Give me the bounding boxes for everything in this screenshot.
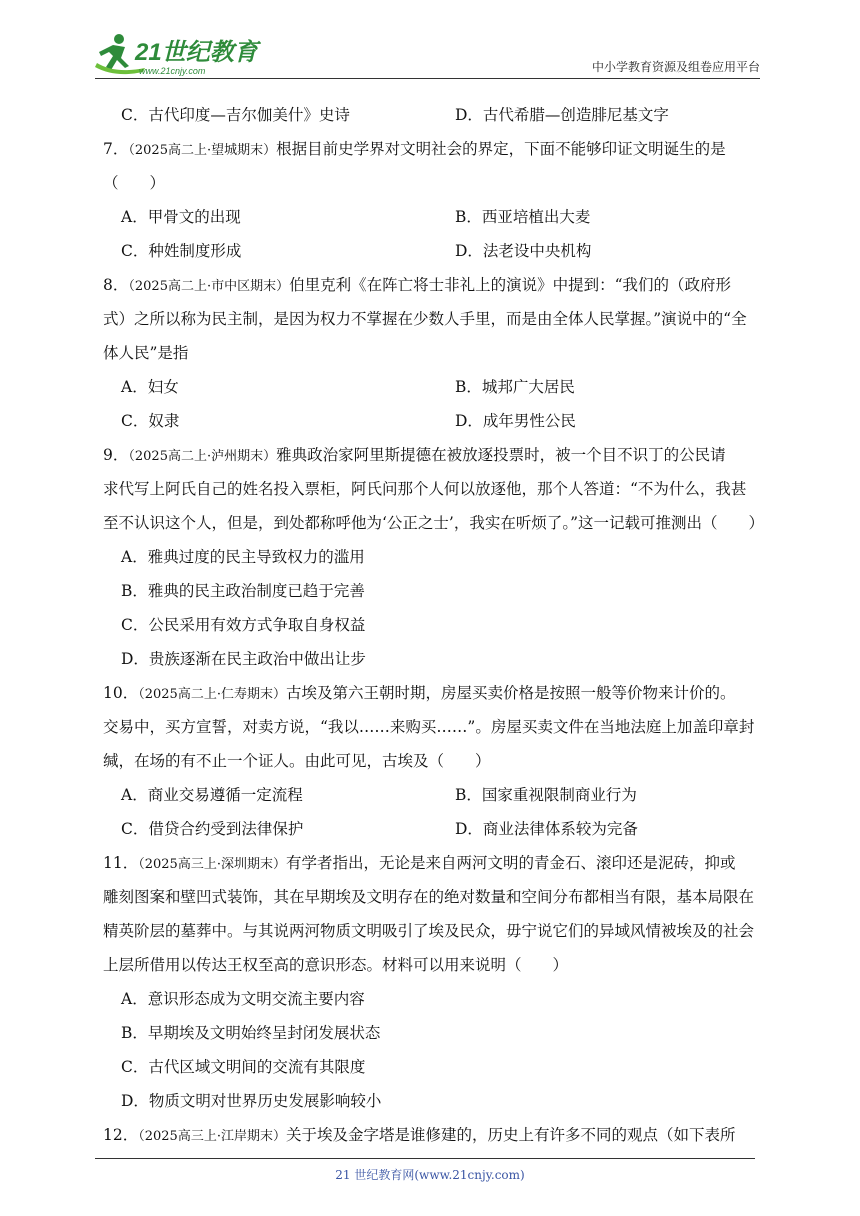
q11-stem-line-3: 精英阶层的墓葬中。与其说两河物质文明吸引了埃及民众，毋宁说它们的异域风情被埃及的社会 — [103, 922, 755, 940]
q8-option-b: B．城邦广大居民 — [455, 378, 575, 396]
q9-option-c: C．公民采用有效方式争取自身权益 — [121, 616, 366, 634]
q9-option-c-row — [103, 608, 763, 642]
q11-option-d: D．物质文明对世界历史发展影响较小 — [121, 1092, 382, 1110]
q9-option-b: B．雅典的民主政治制度已趋于完善 — [121, 582, 365, 600]
question-content — [103, 98, 763, 1152]
q7-options-row-1 — [103, 200, 763, 234]
q9-stem-line-3: 至不认识这个人，但是，到处都称呼他为‘公正之士’，我实在听烦了。”这一记载可推测出（ ） — [103, 514, 765, 532]
q10-option-c: C．借贷合约受到法律保护 — [121, 820, 304, 838]
q11-option-d-row — [103, 1084, 763, 1118]
q11-option-c: C．古代区域文明间的交流有其限度 — [121, 1058, 366, 1076]
q6-option-d: D．古代希腊—创造腓尼基文字 — [455, 106, 669, 124]
q7-option-b: B．西亚培植出大麦 — [455, 208, 591, 226]
q8-number: 8． — [103, 276, 129, 294]
q10-options-row-2 — [103, 812, 763, 846]
q10-source: （2025高二上·仁寿期末） — [138, 687, 286, 702]
q10-number: 10． — [103, 684, 139, 702]
q10-stem-line-1 — [103, 676, 763, 710]
q9-source: （2025高二上·泸州期末） — [128, 449, 277, 464]
q8-stem-line-3: 体人民”是指 — [103, 344, 189, 362]
q12-source: （2025高三上·江岸期末） — [138, 1129, 286, 1144]
q7-stem-line-1 — [103, 132, 763, 166]
q11-option-b: B．早期埃及文明始终呈封闭发展状态 — [121, 1024, 381, 1042]
q8-options-row-2 — [103, 404, 763, 438]
q11-option-c-row — [103, 1050, 763, 1084]
q9-text-1: 雅典政治家阿里斯提德在被放逐投票时，被一个目不识丁的公民请 — [276, 446, 726, 464]
q10-text-1: 古埃及第六王朝时期，房屋买卖价格是按照一般等价物来计价的。 — [285, 684, 736, 702]
q8-option-d: D．成年男性公民 — [455, 412, 576, 430]
platform-label: 中小学教育资源及组卷应用平台 — [591, 60, 760, 74]
q9-option-a: A．雅典过度的民主导致权力的滥用 — [121, 548, 365, 566]
q7-source: （2025高二上·望城期末） — [128, 143, 277, 158]
q12-text-1: 关于埃及金字塔是谁修建的，历史上有许多不同的观点（如下表所 — [285, 1126, 736, 1144]
q9-stem-line-1 — [103, 438, 763, 472]
q7-text-1: 根据目前史学界对文明社会的界定，下面不能够印证文明诞生的是 — [276, 140, 726, 158]
q11-number: 11． — [103, 854, 139, 872]
q7-option-a: A．甲骨文的出现 — [121, 208, 241, 226]
page-header — [95, 30, 760, 80]
q7-stem-line-2: （ ） — [103, 174, 166, 192]
q7-option-d: D．法老设中央机构 — [455, 242, 592, 260]
q9-option-a-row — [103, 540, 763, 574]
q11-text-1: 有学者指出，无论是来自两河文明的青金石、滚印还是泥砖，抑或 — [285, 854, 736, 872]
q9-option-b-row — [103, 574, 763, 608]
q9-number: 9． — [103, 446, 129, 464]
logo-21cnjy — [95, 30, 265, 80]
q12-number: 12． — [103, 1126, 139, 1144]
q8-option-a: A．妇女 — [121, 378, 179, 396]
q8-option-c: C．奴隶 — [121, 412, 180, 430]
q10-option-d: D．商业法律体系较为完备 — [455, 820, 638, 838]
logo-url: www.21cnjy.com — [139, 66, 206, 76]
footer-divider — [95, 1158, 755, 1159]
q8-stem-line-2: 式）之所以称为民主制，是因为权力不掌握在少数人手里，而是由全体人民掌握。”演说中的“全 — [103, 310, 747, 328]
q6-options-row — [103, 98, 763, 132]
q11-stem-line-4: 上层所借用以传达王权至高的意识形态。材料可以用来说明（ ） — [103, 956, 569, 974]
q8-options-row-1 — [103, 370, 763, 404]
header-divider — [95, 78, 760, 79]
q10-options-row-1 — [103, 778, 763, 812]
q8-stem-line-1 — [103, 268, 763, 302]
q10-stem-line-2: 交易中，买方宣誓，对卖方说，“我以……来购买……”。房屋买卖文件在当地法庭上加盖印章封 — [103, 718, 755, 736]
footer-text: 21 世纪教育网(www.21cnjy.com) — [335, 1168, 525, 1182]
q11-source: （2025高三上·深圳期末） — [138, 857, 286, 872]
q8-source: （2025高二上·市中区期末） — [128, 279, 290, 294]
q11-stem-line-2: 雕刻图案和壁凹式装饰，其在早期埃及文明存在的绝对数量和空间分布都相当有限，基本局限在 — [103, 888, 755, 906]
q9-option-d-row — [103, 642, 763, 676]
q7-options-row-2 — [103, 234, 763, 268]
q11-option-b-row — [103, 1016, 763, 1050]
q9-option-d: D．贵族逐渐在民主政治中做出让步 — [121, 650, 366, 668]
q7-option-c: C．种姓制度形成 — [121, 242, 242, 260]
q10-option-b: B．国家重视限制商业行为 — [455, 786, 637, 804]
q8-text-1: 伯里克利《在阵亡将士非礼上的演说》中提到：“我们的（政府形 — [289, 276, 732, 294]
q12-stem-line-1 — [103, 1118, 763, 1152]
q11-option-a-row — [103, 982, 763, 1016]
logo-text: 21世纪教育 — [135, 39, 258, 66]
q6-option-c: C．古代印度—吉尔伽美什》史诗 — [121, 106, 350, 124]
q7-number: 7． — [103, 140, 129, 158]
q11-stem-line-1 — [103, 846, 763, 880]
q10-stem-line-3: 缄，在场的有不止一个证人。由此可见，古埃及（ ） — [103, 752, 491, 770]
q9-stem-line-2: 求代写上阿氏自己的姓名投入票柜，阿氏问那个人何以放逐他，那个人答道：“不为什么，我甚 — [103, 480, 747, 498]
q11-option-a: A．意识形态成为文明交流主要内容 — [121, 990, 365, 1008]
q10-option-a: A．商业交易遵循一定流程 — [121, 786, 303, 804]
